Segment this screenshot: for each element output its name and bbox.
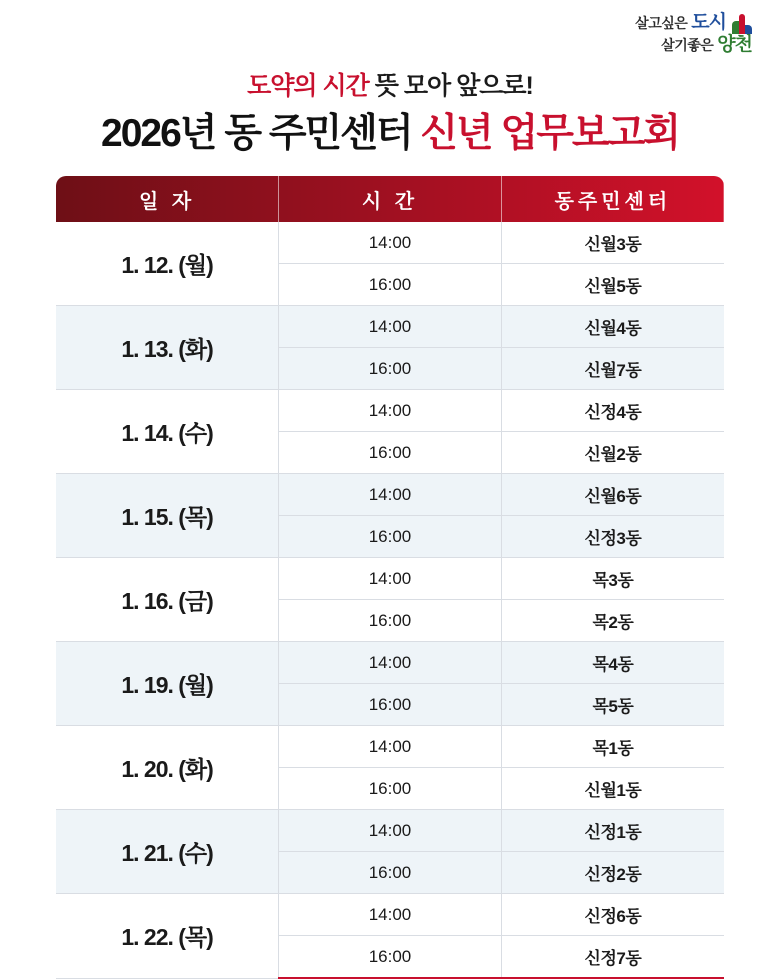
table-head [56, 176, 724, 222]
table-row [56, 390, 724, 432]
column-header-time: 시 간 [279, 176, 502, 222]
cell-time: 16:00 [279, 852, 502, 894]
schedule-table-wrapper [56, 176, 724, 979]
cell-center: 목1동 [501, 726, 724, 768]
logo-word-city: 도시 [691, 12, 726, 34]
logo-slogan-top: 살고싶은 [635, 14, 688, 31]
cell-date: 1. 22. (목) [56, 894, 279, 979]
cell-center: 신월4동 [501, 306, 724, 348]
logo-word-yangcheon: 양천 [717, 34, 752, 55]
cell-time: 14:00 [279, 894, 502, 936]
cell-date: 1. 20. (화) [56, 726, 279, 810]
table-row [56, 474, 724, 516]
cell-center: 신월3동 [501, 222, 724, 264]
cell-date: 1. 21. (수) [56, 810, 279, 894]
cell-time: 16:00 [279, 768, 502, 810]
cell-date: 1. 13. (화) [56, 306, 279, 390]
cell-date: 1. 14. (수) [56, 390, 279, 474]
table-row [56, 306, 724, 348]
column-header-date: 일 자 [56, 176, 279, 222]
logo-line-1 [635, 12, 752, 34]
cell-time: 14:00 [279, 306, 502, 348]
table-header-row [56, 176, 724, 222]
cell-date: 1. 19. (월) [56, 642, 279, 726]
tower-icon [732, 12, 752, 34]
cell-center: 신정4동 [501, 390, 724, 432]
yangcheon-logo [635, 12, 752, 56]
subtitle-rest: 뜻 모아 앞으로! [374, 72, 533, 100]
schedule-table [56, 176, 724, 979]
cell-center: 신월7동 [501, 348, 724, 390]
table-row [56, 222, 724, 264]
cell-time: 14:00 [279, 642, 502, 684]
title-part-1: 2026년 동 주민센터 [101, 112, 412, 155]
cell-center: 신정2동 [501, 852, 724, 894]
cell-center: 목3동 [501, 558, 724, 600]
cell-time: 14:00 [279, 390, 502, 432]
table-row [56, 642, 724, 684]
cell-center: 목2동 [501, 600, 724, 642]
poster-subtitle [0, 66, 780, 102]
page-title [0, 102, 780, 158]
cell-time: 14:00 [279, 558, 502, 600]
cell-center: 신정7동 [501, 936, 724, 979]
cell-center: 신정3동 [501, 516, 724, 558]
cell-time: 14:00 [279, 726, 502, 768]
table-body [56, 222, 724, 978]
cell-center: 신정1동 [501, 810, 724, 852]
cell-time: 16:00 [279, 936, 502, 979]
table-row [56, 726, 724, 768]
cell-time: 16:00 [279, 348, 502, 390]
logo-line-2 [635, 34, 752, 56]
cell-center: 목4동 [501, 642, 724, 684]
cell-date: 1. 16. (금) [56, 558, 279, 642]
table-row [56, 810, 724, 852]
cell-center: 신월1동 [501, 768, 724, 810]
subtitle-highlight: 도약의 시간 [247, 72, 369, 100]
cell-center: 신정6동 [501, 894, 724, 936]
logo-slogan-bottom: 살기좋은 [661, 36, 714, 53]
cell-center: 신월6동 [501, 474, 724, 516]
cell-center: 신월2동 [501, 432, 724, 474]
table-row [56, 894, 724, 936]
cell-time: 14:00 [279, 222, 502, 264]
cell-time: 14:00 [279, 474, 502, 516]
cell-center: 신월5동 [501, 264, 724, 306]
cell-time: 16:00 [279, 264, 502, 306]
cell-center: 목5동 [501, 684, 724, 726]
cell-time: 16:00 [279, 516, 502, 558]
cell-date: 1. 12. (월) [56, 222, 279, 306]
cell-time: 16:00 [279, 600, 502, 642]
table-row [56, 558, 724, 600]
cell-date: 1. 15. (목) [56, 474, 279, 558]
cell-time: 14:00 [279, 810, 502, 852]
column-header-center: 동주민센터 [554, 190, 672, 213]
cell-time: 16:00 [279, 432, 502, 474]
title-part-2: 신년 업무보고회 [420, 112, 679, 155]
cell-time: 16:00 [279, 684, 502, 726]
